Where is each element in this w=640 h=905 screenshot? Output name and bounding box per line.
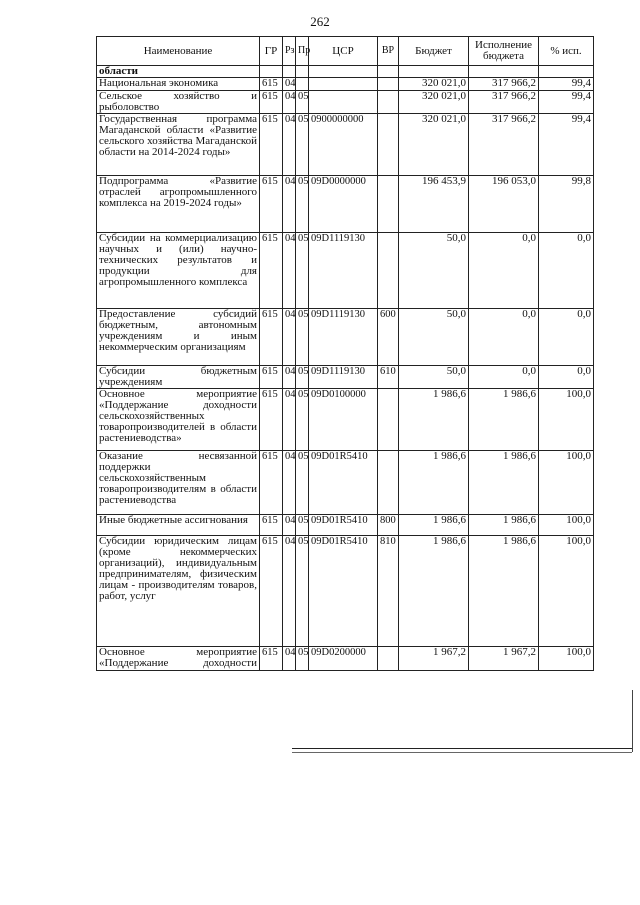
row-percent: 99,4 [539,78,594,91]
row-execution: 1 986,6 [469,451,539,515]
row-name: Субсидии на коммерциализацию научных и (или) научно-технических результатов и продукции для агропромышленного комплекса [97,233,260,309]
row-percent: 99,4 [539,91,594,114]
row-budget: 1 986,6 [399,451,469,515]
row-rz: 04 [283,233,296,309]
row-budget: 1 986,6 [399,389,469,451]
row-csr [309,78,378,91]
row-gr: 615 [260,176,283,233]
row-rz: 04 [283,536,296,647]
row-gr: 615 [260,536,283,647]
row-rz: 04 [283,176,296,233]
row-execution: 1 986,6 [469,536,539,647]
row-csr: 09D01R5410 [309,451,378,515]
row-execution: 1 967,2 [469,647,539,671]
row-csr: 09D1119130 [309,366,378,389]
row-gr: 615 [260,114,283,176]
row-name: Субсидии юридическим лицам (кроме некоммерческих организаций), индивидуальным предпринимателям, физическим лицам - производителям товаров, работ, услуг [97,536,260,647]
row-csr: 09D1119130 [309,309,378,366]
row-budget: 320 021,0 [399,78,469,91]
row-percent: 100,0 [539,536,594,647]
row-budget: 50,0 [399,233,469,309]
row-pr: 05 [296,91,309,114]
row-csr: 09D0100000 [309,389,378,451]
row-gr: 615 [260,389,283,451]
page-edge-line [632,690,633,752]
row-name: Основное мероприятие «Поддержание доходности [97,647,260,671]
row-rz: 04 [283,451,296,515]
header-execution: Исполнение бюджета [469,37,539,66]
row-gr: 615 [260,233,283,309]
row-execution: 0,0 [469,309,539,366]
row-percent: 99,8 [539,176,594,233]
row-csr [309,91,378,114]
row-name: Государственная программа Магаданской области «Развитие сельского хозяйства Магаданской области на 2014-2024 годы» [97,114,260,176]
header-percent: % исп. [539,37,594,66]
table-row [97,536,594,647]
row-execution: 317 966,2 [469,78,539,91]
row-pr: 05 [296,515,309,536]
row-vr [378,389,399,451]
row-gr: 615 [260,515,283,536]
row-pr: 05 [296,309,309,366]
row-name: Субсидии бюджетным учреждениям [97,366,260,389]
row-vr [378,451,399,515]
bottom-rule [292,748,632,749]
table-row [97,91,594,114]
table-row [97,389,594,451]
table-row [97,176,594,233]
row-budget: 50,0 [399,309,469,366]
page-number: 262 [310,14,330,29]
table-row [97,366,594,389]
header-pr: Пр [296,37,309,66]
row-percent: 0,0 [539,309,594,366]
table-row [97,515,594,536]
row-gr: 615 [260,78,283,91]
row-rz: 04 [283,114,296,176]
row-csr: 09D0000000 [309,176,378,233]
row-name: Сельское хозяйство и рыболовство [97,91,260,114]
header-vr: ВР [378,37,399,66]
row-percent: 100,0 [539,451,594,515]
row-rz: 04 [283,366,296,389]
row-execution: 0,0 [469,233,539,309]
row-budget: 320 021,0 [399,91,469,114]
row-vr [378,91,399,114]
table-row [97,233,594,309]
row-rz: 04 [283,91,296,114]
row-budget: 1 986,6 [399,515,469,536]
row-budget: 196 453,9 [399,176,469,233]
row-name: Подпрограмма «Развитие отраслей агропромышленного комплекса на 2019-2024 годы» [97,176,260,233]
row-name: Национальная экономика [97,78,260,91]
row-execution: 1 986,6 [469,515,539,536]
row-gr: 615 [260,647,283,671]
row-pr: 05 [296,233,309,309]
row-rz: 04 [283,309,296,366]
table-header-row [97,37,594,66]
table-row [97,114,594,176]
row-rz: 04 [283,647,296,671]
row-vr [378,233,399,309]
row-name: Оказание несвязанной поддержки сельскохозяйственным товаропроизводителям в области растениеводства [97,451,260,515]
header-rz: Рз [283,37,296,66]
row-vr: 810 [378,536,399,647]
row-csr: 09D01R5410 [309,536,378,647]
row-execution: 0,0 [469,366,539,389]
row-budget: 50,0 [399,366,469,389]
row-vr: 800 [378,515,399,536]
table-row [97,451,594,515]
row-execution: 196 053,0 [469,176,539,233]
row-pr: 05 [296,536,309,647]
row-vr [378,78,399,91]
row-rz: 04 [283,389,296,451]
table-body [97,78,594,671]
row-pr: 05 [296,114,309,176]
row-budget: 320 021,0 [399,114,469,176]
row-rz: 04 [283,515,296,536]
row-vr [378,176,399,233]
header-name: Наименование [97,37,260,66]
row-pr: 05 [296,176,309,233]
row-vr [378,647,399,671]
row-percent: 100,0 [539,389,594,451]
row-percent: 100,0 [539,515,594,536]
section-row [97,66,594,78]
row-name: Основное мероприятие «Поддержание доходности сельскохозяйственных товаропроизводителей в области растениеводства» [97,389,260,451]
row-vr [378,114,399,176]
header-budget: Бюджет [399,37,469,66]
row-csr: 09D1119130 [309,233,378,309]
table-row [97,78,594,91]
row-percent: 100,0 [539,647,594,671]
row-name: Иные бюджетные ассигнования [97,515,260,536]
row-execution: 1 986,6 [469,389,539,451]
row-rz: 04 [283,78,296,91]
row-percent: 0,0 [539,366,594,389]
table-row [97,647,594,671]
row-csr: 09D01R5410 [309,515,378,536]
table-row [97,309,594,366]
row-pr: 05 [296,451,309,515]
bottom-rule-secondary [292,752,632,753]
row-budget: 1 986,6 [399,536,469,647]
row-csr: 09D0200000 [309,647,378,671]
row-gr: 615 [260,91,283,114]
row-pr: 05 [296,366,309,389]
header-gr: ГР [260,37,283,66]
row-percent: 0,0 [539,233,594,309]
row-budget: 1 967,2 [399,647,469,671]
row-execution: 317 966,2 [469,91,539,114]
row-name: Предоставление субсидий бюджетным, автономным учреждениям и иным некоммерческим организациям [97,309,260,366]
budget-table [96,36,594,671]
row-vr: 610 [378,366,399,389]
row-pr: 05 [296,647,309,671]
section-label: области [97,66,260,78]
row-pr: 05 [296,389,309,451]
row-pr [296,78,309,91]
row-gr: 615 [260,366,283,389]
row-execution: 317 966,2 [469,114,539,176]
row-percent: 99,4 [539,114,594,176]
row-vr: 600 [378,309,399,366]
row-gr: 615 [260,451,283,515]
row-gr: 615 [260,309,283,366]
header-csr: ЦСР [309,37,378,66]
row-csr: 0900000000 [309,114,378,176]
